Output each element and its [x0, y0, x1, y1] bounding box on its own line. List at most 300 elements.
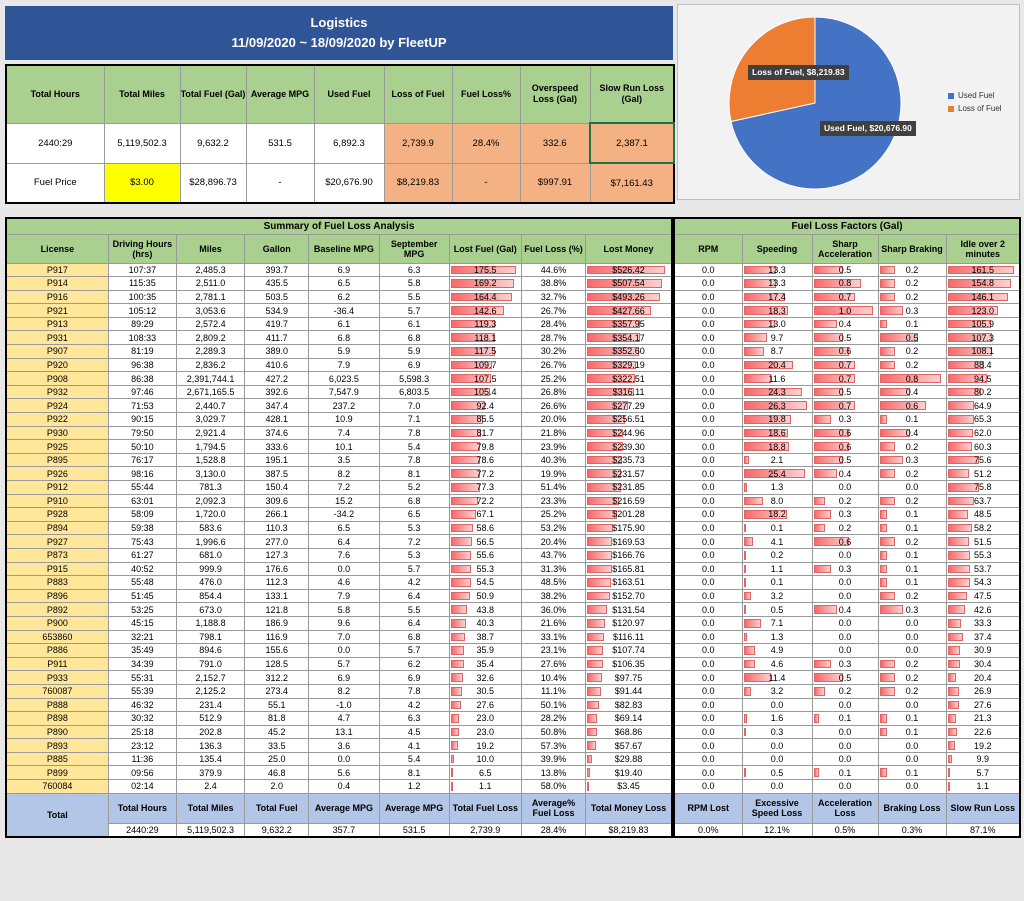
data-cell[interactable]	[878, 752, 946, 766]
data-cell[interactable]	[586, 290, 672, 304]
data-cell[interactable]	[449, 426, 521, 440]
data-cell[interactable]: 75:43	[108, 535, 176, 549]
summary-cell[interactable]: 5,119,502.3	[104, 123, 180, 163]
data-cell[interactable]: 6.1	[309, 317, 379, 331]
data-cell[interactable]	[946, 752, 1020, 766]
license-cell[interactable]: P885	[6, 752, 108, 766]
data-cell[interactable]: 23.9%	[521, 440, 585, 454]
data-cell[interactable]	[586, 358, 672, 372]
summary-cell[interactable]: 332.6	[520, 123, 590, 163]
data-cell[interactable]: 0.0	[674, 481, 742, 495]
data-cell[interactable]: 393.7	[245, 263, 309, 277]
data-cell[interactable]	[449, 766, 521, 780]
data-cell[interactable]: 0.0	[674, 780, 742, 794]
data-cell[interactable]	[449, 684, 521, 698]
data-cell[interactable]: 419.7	[245, 317, 309, 331]
data-cell[interactable]: 53.2%	[521, 521, 585, 535]
total-value[interactable]: 0.3%	[878, 823, 946, 837]
data-cell[interactable]	[812, 644, 878, 658]
data-cell[interactable]: 7.9	[309, 589, 379, 603]
summary-cell[interactable]: $997.91	[520, 163, 590, 203]
data-cell[interactable]: 8.1	[379, 467, 449, 481]
data-cell[interactable]: 681.0	[176, 548, 244, 562]
data-cell[interactable]	[742, 562, 812, 576]
data-cell[interactable]: 6.2	[309, 290, 379, 304]
data-cell[interactable]	[449, 657, 521, 671]
data-cell[interactable]: 8.2	[309, 684, 379, 698]
data-cell[interactable]	[812, 277, 878, 291]
data-cell[interactable]: 50:10	[108, 440, 176, 454]
data-cell[interactable]: 5.4	[379, 752, 449, 766]
data-cell[interactable]: 6.4	[379, 589, 449, 603]
data-cell[interactable]: 0.0	[674, 712, 742, 726]
data-cell[interactable]	[812, 752, 878, 766]
data-cell[interactable]	[812, 385, 878, 399]
data-cell[interactable]: 1,996.6	[176, 535, 244, 549]
data-cell[interactable]: 798.1	[176, 630, 244, 644]
data-cell[interactable]	[878, 331, 946, 345]
license-cell[interactable]: P890	[6, 725, 108, 739]
data-cell[interactable]	[449, 630, 521, 644]
data-cell[interactable]: 5.7	[379, 644, 449, 658]
data-cell[interactable]	[449, 494, 521, 508]
data-cell[interactable]	[878, 616, 946, 630]
data-cell[interactable]: 23.3%	[521, 494, 585, 508]
data-cell[interactable]	[946, 671, 1020, 685]
data-cell[interactable]: 81.8	[245, 712, 309, 726]
license-cell[interactable]: 760087	[6, 684, 108, 698]
data-cell[interactable]: 28.4%	[521, 317, 585, 331]
data-cell[interactable]: 512.9	[176, 712, 244, 726]
data-cell[interactable]	[449, 712, 521, 726]
data-cell[interactable]: 0.0	[674, 603, 742, 617]
license-cell[interactable]: P900	[6, 616, 108, 630]
data-cell[interactable]: 11.1%	[521, 684, 585, 698]
data-cell[interactable]: -1.0	[309, 698, 379, 712]
data-cell[interactable]	[812, 671, 878, 685]
data-cell[interactable]	[586, 562, 672, 576]
data-cell[interactable]: 58:09	[108, 508, 176, 522]
data-cell[interactable]: 127.3	[245, 548, 309, 562]
data-cell[interactable]: 5.9	[379, 345, 449, 359]
data-cell[interactable]: 26.7%	[521, 358, 585, 372]
data-cell[interactable]	[812, 521, 878, 535]
data-cell[interactable]	[812, 413, 878, 427]
data-cell[interactable]	[449, 399, 521, 413]
data-cell[interactable]: 3.6	[309, 739, 379, 753]
data-cell[interactable]: 55:44	[108, 481, 176, 495]
data-cell[interactable]: 25.2%	[521, 508, 585, 522]
data-cell[interactable]: 25:18	[108, 725, 176, 739]
data-cell[interactable]: 150.4	[245, 481, 309, 495]
data-cell[interactable]: 2,092.3	[176, 494, 244, 508]
data-cell[interactable]: 57.3%	[521, 739, 585, 753]
data-cell[interactable]: 5.6	[309, 766, 379, 780]
data-cell[interactable]: 389.0	[245, 345, 309, 359]
data-cell[interactable]	[742, 603, 812, 617]
summary-cell[interactable]: -	[246, 163, 314, 203]
data-cell[interactable]: 7.8	[379, 426, 449, 440]
data-cell[interactable]	[586, 521, 672, 535]
data-cell[interactable]	[742, 440, 812, 454]
data-cell[interactable]	[878, 780, 946, 794]
data-cell[interactable]: 46.8	[245, 766, 309, 780]
data-cell[interactable]	[878, 481, 946, 495]
data-cell[interactable]	[878, 766, 946, 780]
data-cell[interactable]	[586, 630, 672, 644]
data-cell[interactable]	[449, 780, 521, 794]
data-cell[interactable]	[878, 467, 946, 481]
data-cell[interactable]: 33.1%	[521, 630, 585, 644]
data-cell[interactable]	[742, 453, 812, 467]
data-cell[interactable]: 195.1	[245, 453, 309, 467]
data-cell[interactable]: 0.0	[674, 263, 742, 277]
data-cell[interactable]	[946, 712, 1020, 726]
data-cell[interactable]: 11:36	[108, 752, 176, 766]
data-cell[interactable]: 98:16	[108, 467, 176, 481]
license-cell[interactable]: P921	[6, 304, 108, 318]
data-cell[interactable]: 0.0	[674, 739, 742, 753]
data-cell[interactable]	[878, 712, 946, 726]
data-cell[interactable]	[586, 453, 672, 467]
data-cell[interactable]	[586, 616, 672, 630]
data-cell[interactable]: 673.0	[176, 603, 244, 617]
data-cell[interactable]: 428.1	[245, 413, 309, 427]
data-cell[interactable]	[812, 725, 878, 739]
data-cell[interactable]: 46:32	[108, 698, 176, 712]
data-cell[interactable]	[878, 345, 946, 359]
data-cell[interactable]	[812, 630, 878, 644]
data-cell[interactable]: 2,572.4	[176, 317, 244, 331]
data-cell[interactable]	[742, 630, 812, 644]
data-cell[interactable]: 237.2	[309, 399, 379, 413]
data-cell[interactable]	[812, 481, 878, 495]
license-cell[interactable]: P883	[6, 576, 108, 590]
data-cell[interactable]	[946, 521, 1020, 535]
data-cell[interactable]	[449, 616, 521, 630]
data-cell[interactable]: 34:39	[108, 657, 176, 671]
data-cell[interactable]: 7.2	[309, 481, 379, 495]
data-cell[interactable]	[742, 426, 812, 440]
license-cell[interactable]: 653860	[6, 630, 108, 644]
data-cell[interactable]	[586, 467, 672, 481]
data-cell[interactable]: 133.1	[245, 589, 309, 603]
data-cell[interactable]	[946, 413, 1020, 427]
total-value[interactable]: 87.1%	[946, 823, 1020, 837]
data-cell[interactable]: 25.0	[245, 752, 309, 766]
total-value[interactable]: 2,739.9	[449, 823, 521, 837]
data-cell[interactable]	[812, 576, 878, 590]
data-cell[interactable]	[878, 399, 946, 413]
data-cell[interactable]	[742, 712, 812, 726]
data-cell[interactable]: 0.0	[674, 535, 742, 549]
data-cell[interactable]: 7.2	[379, 535, 449, 549]
data-cell[interactable]	[586, 712, 672, 726]
data-cell[interactable]: 40:52	[108, 562, 176, 576]
summary-cell[interactable]: $8,219.83	[384, 163, 452, 203]
data-cell[interactable]	[742, 752, 812, 766]
license-cell[interactable]: P896	[6, 589, 108, 603]
data-cell[interactable]	[449, 453, 521, 467]
data-cell[interactable]	[586, 508, 672, 522]
data-cell[interactable]	[946, 372, 1020, 386]
summary-cell[interactable]: $3.00	[104, 163, 180, 203]
license-cell[interactable]: P886	[6, 644, 108, 658]
data-cell[interactable]	[812, 467, 878, 481]
data-cell[interactable]	[812, 494, 878, 508]
data-cell[interactable]: 112.3	[245, 576, 309, 590]
data-cell[interactable]: 5.8	[379, 277, 449, 291]
data-cell[interactable]: 6.9	[379, 671, 449, 685]
summary-cell[interactable]: 9,632.2	[180, 123, 246, 163]
data-cell[interactable]: 5.7	[379, 304, 449, 318]
data-cell[interactable]: 5.4	[379, 440, 449, 454]
data-cell[interactable]	[742, 521, 812, 535]
data-cell[interactable]: 0.0	[674, 290, 742, 304]
data-cell[interactable]	[878, 630, 946, 644]
data-cell[interactable]	[449, 725, 521, 739]
data-cell[interactable]: 4.7	[309, 712, 379, 726]
data-cell[interactable]	[878, 385, 946, 399]
license-cell[interactable]: P928	[6, 508, 108, 522]
data-cell[interactable]: 6,803.5	[379, 385, 449, 399]
license-cell[interactable]: P888	[6, 698, 108, 712]
license-cell[interactable]: P893	[6, 739, 108, 753]
data-cell[interactable]	[946, 780, 1020, 794]
data-cell[interactable]: 854.4	[176, 589, 244, 603]
data-cell[interactable]: 5.7	[309, 657, 379, 671]
data-cell[interactable]	[449, 263, 521, 277]
license-cell[interactable]: P894	[6, 521, 108, 535]
license-cell[interactable]: P899	[6, 766, 108, 780]
data-cell[interactable]: 36.0%	[521, 603, 585, 617]
data-cell[interactable]	[946, 399, 1020, 413]
data-cell[interactable]	[878, 290, 946, 304]
data-cell[interactable]: 58.0%	[521, 780, 585, 794]
data-cell[interactable]	[878, 358, 946, 372]
summary-cell[interactable]: -	[452, 163, 520, 203]
data-cell[interactable]: 10.4%	[521, 671, 585, 685]
data-cell[interactable]: 0.0	[674, 453, 742, 467]
data-cell[interactable]: 6.5	[309, 277, 379, 291]
data-cell[interactable]: 40.3%	[521, 453, 585, 467]
data-cell[interactable]	[449, 589, 521, 603]
data-cell[interactable]: 1,528.8	[176, 453, 244, 467]
data-cell[interactable]: 0.0	[674, 358, 742, 372]
data-cell[interactable]	[946, 290, 1020, 304]
data-cell[interactable]	[449, 671, 521, 685]
data-cell[interactable]: 6.3	[379, 263, 449, 277]
summary-cell[interactable]: 2,387.1	[590, 123, 674, 163]
summary-cell[interactable]: $7,161.43	[590, 163, 674, 203]
data-cell[interactable]	[812, 548, 878, 562]
data-cell[interactable]	[586, 644, 672, 658]
data-cell[interactable]: 0.0	[674, 725, 742, 739]
data-cell[interactable]: 6.5	[309, 521, 379, 535]
data-cell[interactable]	[946, 576, 1020, 590]
data-cell[interactable]	[878, 535, 946, 549]
data-cell[interactable]: 791.0	[176, 657, 244, 671]
data-cell[interactable]	[878, 725, 946, 739]
data-cell[interactable]	[742, 644, 812, 658]
data-cell[interactable]	[586, 698, 672, 712]
data-cell[interactable]	[946, 535, 1020, 549]
data-cell[interactable]: 435.5	[245, 277, 309, 291]
data-cell[interactable]	[742, 616, 812, 630]
license-cell[interactable]: P924	[6, 399, 108, 413]
data-cell[interactable]	[812, 453, 878, 467]
data-cell[interactable]: 0.0	[674, 331, 742, 345]
data-cell[interactable]: 26.7%	[521, 304, 585, 318]
data-cell[interactable]: 121.8	[245, 603, 309, 617]
license-cell[interactable]: P927	[6, 535, 108, 549]
data-cell[interactable]	[742, 304, 812, 318]
data-cell[interactable]	[586, 494, 672, 508]
data-cell[interactable]: 4.2	[379, 576, 449, 590]
data-cell[interactable]: 0.0	[674, 576, 742, 590]
data-cell[interactable]	[946, 603, 1020, 617]
data-cell[interactable]: 0.0	[674, 684, 742, 698]
data-cell[interactable]: 5.8	[309, 603, 379, 617]
data-cell[interactable]: 894.6	[176, 644, 244, 658]
data-cell[interactable]: 4.2	[379, 698, 449, 712]
data-cell[interactable]	[449, 644, 521, 658]
data-cell[interactable]: 6.5	[379, 508, 449, 522]
data-cell[interactable]: 6.8	[379, 331, 449, 345]
license-cell[interactable]: P917	[6, 263, 108, 277]
license-cell[interactable]: P898	[6, 712, 108, 726]
data-cell[interactable]	[812, 616, 878, 630]
data-cell[interactable]: 0.4	[309, 780, 379, 794]
data-cell[interactable]: 273.4	[245, 684, 309, 698]
data-cell[interactable]: 0.0	[674, 644, 742, 658]
data-cell[interactable]: 2,511.0	[176, 277, 244, 291]
data-cell[interactable]	[742, 548, 812, 562]
data-cell[interactable]	[946, 440, 1020, 454]
data-cell[interactable]	[878, 603, 946, 617]
data-cell[interactable]: 61:27	[108, 548, 176, 562]
data-cell[interactable]	[586, 426, 672, 440]
data-cell[interactable]: 7.6	[309, 548, 379, 562]
data-cell[interactable]	[449, 603, 521, 617]
data-cell[interactable]: 5,598.3	[379, 372, 449, 386]
license-cell[interactable]: P895	[6, 453, 108, 467]
data-cell[interactable]: 38.2%	[521, 589, 585, 603]
data-cell[interactable]: 6.3	[379, 712, 449, 726]
data-cell[interactable]: 186.9	[245, 616, 309, 630]
data-cell[interactable]	[946, 766, 1020, 780]
data-cell[interactable]	[812, 440, 878, 454]
data-cell[interactable]	[946, 616, 1020, 630]
data-cell[interactable]: 55:48	[108, 576, 176, 590]
data-cell[interactable]	[586, 671, 672, 685]
data-cell[interactable]	[449, 304, 521, 318]
data-cell[interactable]: 0.0	[674, 277, 742, 291]
data-cell[interactable]	[812, 317, 878, 331]
data-cell[interactable]	[742, 766, 812, 780]
data-cell[interactable]: 0.0	[309, 752, 379, 766]
data-cell[interactable]	[878, 671, 946, 685]
data-cell[interactable]: 0.0	[674, 508, 742, 522]
license-cell[interactable]: P920	[6, 358, 108, 372]
data-cell[interactable]: 10.9	[309, 413, 379, 427]
data-cell[interactable]	[878, 453, 946, 467]
data-cell[interactable]: 2,152.7	[176, 671, 244, 685]
data-cell[interactable]	[878, 644, 946, 658]
data-cell[interactable]	[878, 494, 946, 508]
data-cell[interactable]: 13.8%	[521, 766, 585, 780]
data-cell[interactable]: 583.6	[176, 521, 244, 535]
data-cell[interactable]	[449, 739, 521, 753]
data-cell[interactable]: 0.0	[674, 413, 742, 427]
data-cell[interactable]	[586, 481, 672, 495]
data-cell[interactable]	[812, 290, 878, 304]
data-cell[interactable]: 8.1	[379, 766, 449, 780]
data-cell[interactable]	[449, 277, 521, 291]
data-cell[interactable]: 135.4	[176, 752, 244, 766]
license-cell[interactable]: P892	[6, 603, 108, 617]
data-cell[interactable]	[812, 426, 878, 440]
data-cell[interactable]: 02:14	[108, 780, 176, 794]
data-cell[interactable]: 6,023.5	[309, 372, 379, 386]
data-cell[interactable]: 0.0	[674, 317, 742, 331]
data-cell[interactable]: 6.8	[379, 630, 449, 644]
data-cell[interactable]	[812, 780, 878, 794]
data-cell[interactable]: 6.9	[309, 263, 379, 277]
data-cell[interactable]	[878, 426, 946, 440]
license-cell[interactable]: P933	[6, 671, 108, 685]
data-cell[interactable]: 4.5	[379, 725, 449, 739]
data-cell[interactable]: 392.6	[245, 385, 309, 399]
data-cell[interactable]: 266.1	[245, 508, 309, 522]
data-cell[interactable]	[878, 317, 946, 331]
data-cell[interactable]	[742, 331, 812, 345]
license-cell[interactable]: P910	[6, 494, 108, 508]
data-cell[interactable]: 503.5	[245, 290, 309, 304]
data-cell[interactable]: 13.1	[309, 725, 379, 739]
data-cell[interactable]: 8.2	[309, 467, 379, 481]
data-cell[interactable]	[586, 657, 672, 671]
data-cell[interactable]	[742, 413, 812, 427]
fuel-pie-chart[interactable]	[677, 4, 1020, 200]
data-cell[interactable]: 0.0	[674, 467, 742, 481]
data-cell[interactable]: 0.0	[674, 630, 742, 644]
data-cell[interactable]: 0.0	[309, 562, 379, 576]
license-cell[interactable]: P931	[6, 331, 108, 345]
data-cell[interactable]	[946, 263, 1020, 277]
data-cell[interactable]	[449, 752, 521, 766]
data-cell[interactable]: 55.1	[245, 698, 309, 712]
total-value[interactable]: 357.7	[309, 823, 379, 837]
data-cell[interactable]	[742, 290, 812, 304]
data-cell[interactable]: 6.8	[379, 494, 449, 508]
data-cell[interactable]: 0.0	[674, 766, 742, 780]
data-cell[interactable]: 21.6%	[521, 616, 585, 630]
data-cell[interactable]	[946, 494, 1020, 508]
data-cell[interactable]	[812, 562, 878, 576]
data-cell[interactable]: 55:31	[108, 671, 176, 685]
data-cell[interactable]: 309.6	[245, 494, 309, 508]
data-cell[interactable]	[586, 766, 672, 780]
data-cell[interactable]: 534.9	[245, 304, 309, 318]
data-cell[interactable]: 374.6	[245, 426, 309, 440]
data-cell[interactable]: 31.3%	[521, 562, 585, 576]
data-cell[interactable]	[586, 576, 672, 590]
data-cell[interactable]	[742, 671, 812, 685]
data-cell[interactable]: 48.5%	[521, 576, 585, 590]
data-cell[interactable]: 7.4	[309, 426, 379, 440]
data-cell[interactable]	[449, 385, 521, 399]
